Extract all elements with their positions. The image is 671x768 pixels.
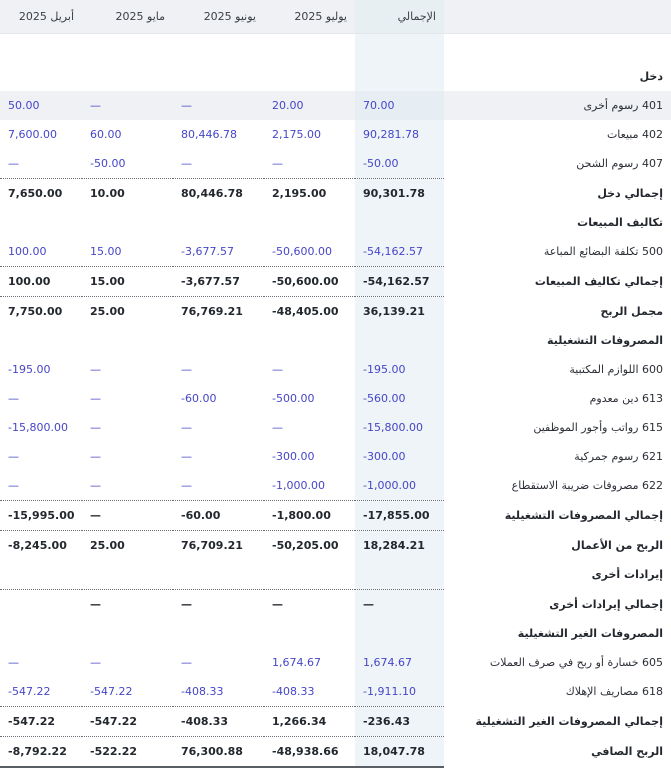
month-amount[interactable]: — <box>181 157 192 170</box>
empty-cell <box>173 619 264 648</box>
month-amount[interactable]: — <box>90 656 101 669</box>
month-amount[interactable]: 2,175.00 <box>272 128 321 141</box>
total-amount[interactable]: 90,281.78 <box>355 120 444 149</box>
month-amount: -547.22 <box>82 707 173 737</box>
month-amount: -60.00 <box>173 501 264 531</box>
month-amount: — <box>173 590 264 620</box>
summary-row <box>0 737 671 768</box>
summary-row <box>0 531 671 561</box>
month-amount: -50,205.00 <box>264 531 355 561</box>
month-amount: — <box>82 501 173 531</box>
empty-cell <box>173 62 264 91</box>
month-amount: -522.22 <box>82 737 173 768</box>
empty-cell <box>82 62 173 91</box>
account-row <box>0 413 671 442</box>
month-amount: 2,195.00 <box>264 179 355 209</box>
account-name[interactable]: 401 رسوم أخرى <box>444 91 671 120</box>
month-amount: -1,800.00 <box>264 501 355 531</box>
month-amount: -408.33 <box>173 707 264 737</box>
empty-cell <box>173 560 264 590</box>
month-amount: -15,995.00 <box>0 501 82 531</box>
section-header-row <box>0 326 671 355</box>
section-total-row <box>0 707 671 737</box>
month-amount: 7,650.00 <box>0 179 82 209</box>
month-amount[interactable]: -15,800.00 <box>8 421 68 434</box>
month-amount[interactable]: -50.00 <box>90 157 126 170</box>
account-name[interactable]: 621 رسوم جمركية <box>574 450 663 463</box>
table-header <box>0 0 671 34</box>
account-row <box>0 120 671 149</box>
empty-cell <box>355 62 444 91</box>
header-row <box>0 0 671 34</box>
section-total-row <box>0 590 671 620</box>
month-amount[interactable]: — <box>8 450 19 463</box>
total-amount[interactable]: -195.00 <box>355 355 444 384</box>
empty-cell <box>82 619 173 648</box>
month-amount: 15.00 <box>82 267 173 297</box>
month-amount[interactable]: -1,000.00 <box>272 479 325 492</box>
month-amount[interactable]: 1,674.67 <box>272 656 321 669</box>
empty-cell <box>264 208 355 237</box>
total-amount[interactable]: -560.00 <box>355 384 444 413</box>
month-amount: 76,709.21 <box>173 531 264 561</box>
total-amount: 18,047.78 <box>355 737 444 768</box>
empty-cell <box>355 34 444 63</box>
empty-cell <box>264 34 355 63</box>
account-name[interactable]: 407 رسوم الشحن <box>576 157 663 171</box>
month-amount[interactable]: -50,600.00 <box>272 245 332 258</box>
total-amount: 90,301.78 <box>355 179 444 209</box>
month-amount[interactable]: — <box>8 157 19 170</box>
row-label: الربح من الأعمال <box>571 538 663 552</box>
row-label: إجمالي دخل <box>597 186 663 200</box>
empty-cell <box>0 326 82 355</box>
total-amount: -54,162.57 <box>355 267 444 297</box>
empty-cell <box>355 560 444 590</box>
month-amount[interactable]: — <box>90 392 101 405</box>
month-amount[interactable]: — <box>181 479 192 492</box>
month-amount: 1,266.34 <box>264 707 355 737</box>
total-amount: 36,139.21 <box>355 297 444 327</box>
row-label: إجمالي المصروفات الغير التشغيلية <box>475 715 663 728</box>
account-name[interactable]: 613 دين معدوم <box>589 392 663 405</box>
section-header-row <box>0 619 671 648</box>
empty-cell <box>82 326 173 355</box>
month-amount: — <box>264 590 355 620</box>
month-amount[interactable]: -60.00 <box>181 392 217 405</box>
total-amount[interactable]: -15,800.00 <box>355 413 444 442</box>
spacer-row <box>0 34 671 63</box>
section-title: المصروفات التشغيلية <box>547 334 663 347</box>
empty-cell <box>444 34 671 63</box>
empty-cell <box>0 619 82 648</box>
month-amount: -50,600.00 <box>264 267 355 297</box>
row-label: الربح الصافي <box>591 745 663 759</box>
month-amount: 10.00 <box>82 179 173 209</box>
empty-cell <box>173 34 264 63</box>
account-name[interactable]: 500 تكلفة البضائع المباعة <box>543 245 663 259</box>
account-name[interactable]: 622 مصروفات ضريبة الاستقطاع <box>511 479 663 493</box>
section-title: دخل <box>639 70 663 83</box>
month-amount: -8,245.00 <box>0 531 82 561</box>
month-amount[interactable]: — <box>272 363 283 376</box>
total-amount[interactable]: -1,000.00 <box>355 471 444 501</box>
month-amount: 80,446.78 <box>173 179 264 209</box>
empty-cell <box>173 326 264 355</box>
month-amount[interactable]: 60.00 <box>90 128 122 141</box>
section-title: المصروفات الغير التشغيلية <box>517 627 663 640</box>
section-title: تكاليف المبيعات <box>577 216 663 229</box>
empty-cell <box>264 619 355 648</box>
account-row <box>0 149 671 179</box>
empty-cell <box>355 619 444 648</box>
month-amount[interactable]: — <box>90 421 101 434</box>
column-header-account <box>444 0 671 34</box>
month-amount: — <box>82 590 173 620</box>
empty-cell <box>355 326 444 355</box>
total-amount: — <box>355 590 444 620</box>
empty-cell <box>264 560 355 590</box>
account-row <box>0 471 671 501</box>
total-amount[interactable]: 70.00 <box>355 91 444 120</box>
month-amount: -48,938.66 <box>264 737 355 768</box>
section-total-row <box>0 267 671 297</box>
account-name[interactable]: 618 مصاريف الإهلاك <box>565 685 663 699</box>
month-amount[interactable]: — <box>272 157 283 170</box>
month-amount: 100.00 <box>0 267 82 297</box>
account-row <box>0 442 671 471</box>
section-header-row <box>0 560 671 590</box>
summary-row <box>0 297 671 327</box>
total-amount[interactable]: -54,162.57 <box>355 237 444 267</box>
month-amount[interactable]: — <box>90 450 101 463</box>
month-amount[interactable]: 7,600.00 <box>8 128 57 141</box>
month-amount[interactable]: — <box>181 656 192 669</box>
column-header-total[interactable]: الإجمالي <box>355 0 444 34</box>
column-header-month[interactable]: مايو 2025 <box>82 0 173 34</box>
empty-cell <box>264 62 355 91</box>
section-title: إيرادات أخرى <box>591 568 663 582</box>
month-amount: 25.00 <box>82 297 173 327</box>
month-amount[interactable]: -3,677.57 <box>181 245 234 258</box>
total-amount[interactable]: -50.00 <box>355 149 444 179</box>
section-header-row <box>0 208 671 237</box>
account-row <box>0 677 671 707</box>
total-amount: -236.43 <box>355 707 444 737</box>
month-amount: 7,750.00 <box>0 297 82 327</box>
month-amount: -48,405.00 <box>264 297 355 327</box>
account-name[interactable]: 402 مبيعات <box>606 128 663 141</box>
month-amount: -3,677.57 <box>173 267 264 297</box>
account-row <box>0 355 671 384</box>
month-amount[interactable]: 100.00 <box>8 245 47 258</box>
empty-cell <box>82 560 173 590</box>
month-amount[interactable]: -195.00 <box>8 363 51 376</box>
section-total-row <box>0 179 671 209</box>
month-amount[interactable]: -500.00 <box>272 392 315 405</box>
empty-cell <box>173 208 264 237</box>
account-row <box>0 648 671 677</box>
empty-cell <box>82 208 173 237</box>
total-amount: -17,855.00 <box>355 501 444 531</box>
section-header-row <box>0 62 671 91</box>
month-amount: -8,792.22 <box>0 737 82 768</box>
empty-cell <box>0 34 82 63</box>
month-amount[interactable]: — <box>82 91 173 120</box>
month-amount[interactable]: — <box>181 421 192 434</box>
empty-cell <box>0 560 82 590</box>
month-amount: 25.00 <box>82 531 173 561</box>
month-amount[interactable]: — <box>181 363 192 376</box>
row-label: إجمالي المصروفات التشغيلية <box>504 509 663 522</box>
empty-cell <box>0 62 82 91</box>
account-row <box>0 384 671 413</box>
month-amount[interactable]: -408.33 <box>181 685 224 698</box>
row-label: مجمل الربح <box>600 304 663 318</box>
month-amount[interactable]: — <box>272 421 283 434</box>
month-amount: -547.22 <box>0 707 82 737</box>
month-amount[interactable]: — <box>181 450 192 463</box>
month-amount[interactable]: — <box>8 656 19 669</box>
empty-cell <box>264 326 355 355</box>
section-total-row <box>0 501 671 531</box>
account-row <box>0 91 671 120</box>
column-header-month[interactable]: يوليو 2025 <box>264 0 355 34</box>
column-header-month[interactable]: أبريل 2025 <box>0 0 82 34</box>
month-amount[interactable]: — <box>90 363 101 376</box>
month-amount: 76,769.21 <box>173 297 264 327</box>
month-amount <box>0 590 82 620</box>
month-amount[interactable]: — <box>8 479 19 492</box>
row-label: إجمالي تكاليف المبيعات <box>534 275 663 288</box>
empty-cell <box>0 208 82 237</box>
month-amount[interactable]: 50.00 <box>0 91 82 120</box>
empty-cell <box>82 34 173 63</box>
month-amount[interactable]: — <box>8 392 19 405</box>
total-amount[interactable]: -1,911.10 <box>355 677 444 707</box>
empty-cell <box>355 208 444 237</box>
total-amount[interactable]: -300.00 <box>355 442 444 471</box>
month-amount[interactable]: -547.22 <box>90 685 133 698</box>
row-label: إجمالي إيرادات أخرى <box>549 597 663 611</box>
account-name[interactable]: 615 رواتب وأجور الموظفين <box>533 421 663 434</box>
account-name[interactable]: 605 خسارة أو ربح في صرف العملات <box>489 656 663 669</box>
month-amount: 76,300.88 <box>173 737 264 768</box>
total-amount[interactable]: 1,674.67 <box>355 648 444 677</box>
month-amount[interactable]: -300.00 <box>272 450 315 463</box>
month-amount[interactable]: 80,446.78 <box>181 128 237 141</box>
month-amount[interactable]: — <box>90 479 101 492</box>
total-amount: 18,284.21 <box>355 531 444 561</box>
month-amount[interactable]: 15.00 <box>90 245 122 258</box>
account-name[interactable]: 600 اللوازم المكتبية <box>569 363 663 376</box>
month-amount[interactable]: 20.00 <box>264 91 355 120</box>
month-amount[interactable]: -547.22 <box>8 685 51 698</box>
month-amount[interactable]: -408.33 <box>272 685 315 698</box>
account-row <box>0 237 671 267</box>
table-body <box>0 34 671 768</box>
column-header-month[interactable]: يونيو 2025 <box>173 0 264 34</box>
month-amount[interactable]: — <box>173 91 264 120</box>
